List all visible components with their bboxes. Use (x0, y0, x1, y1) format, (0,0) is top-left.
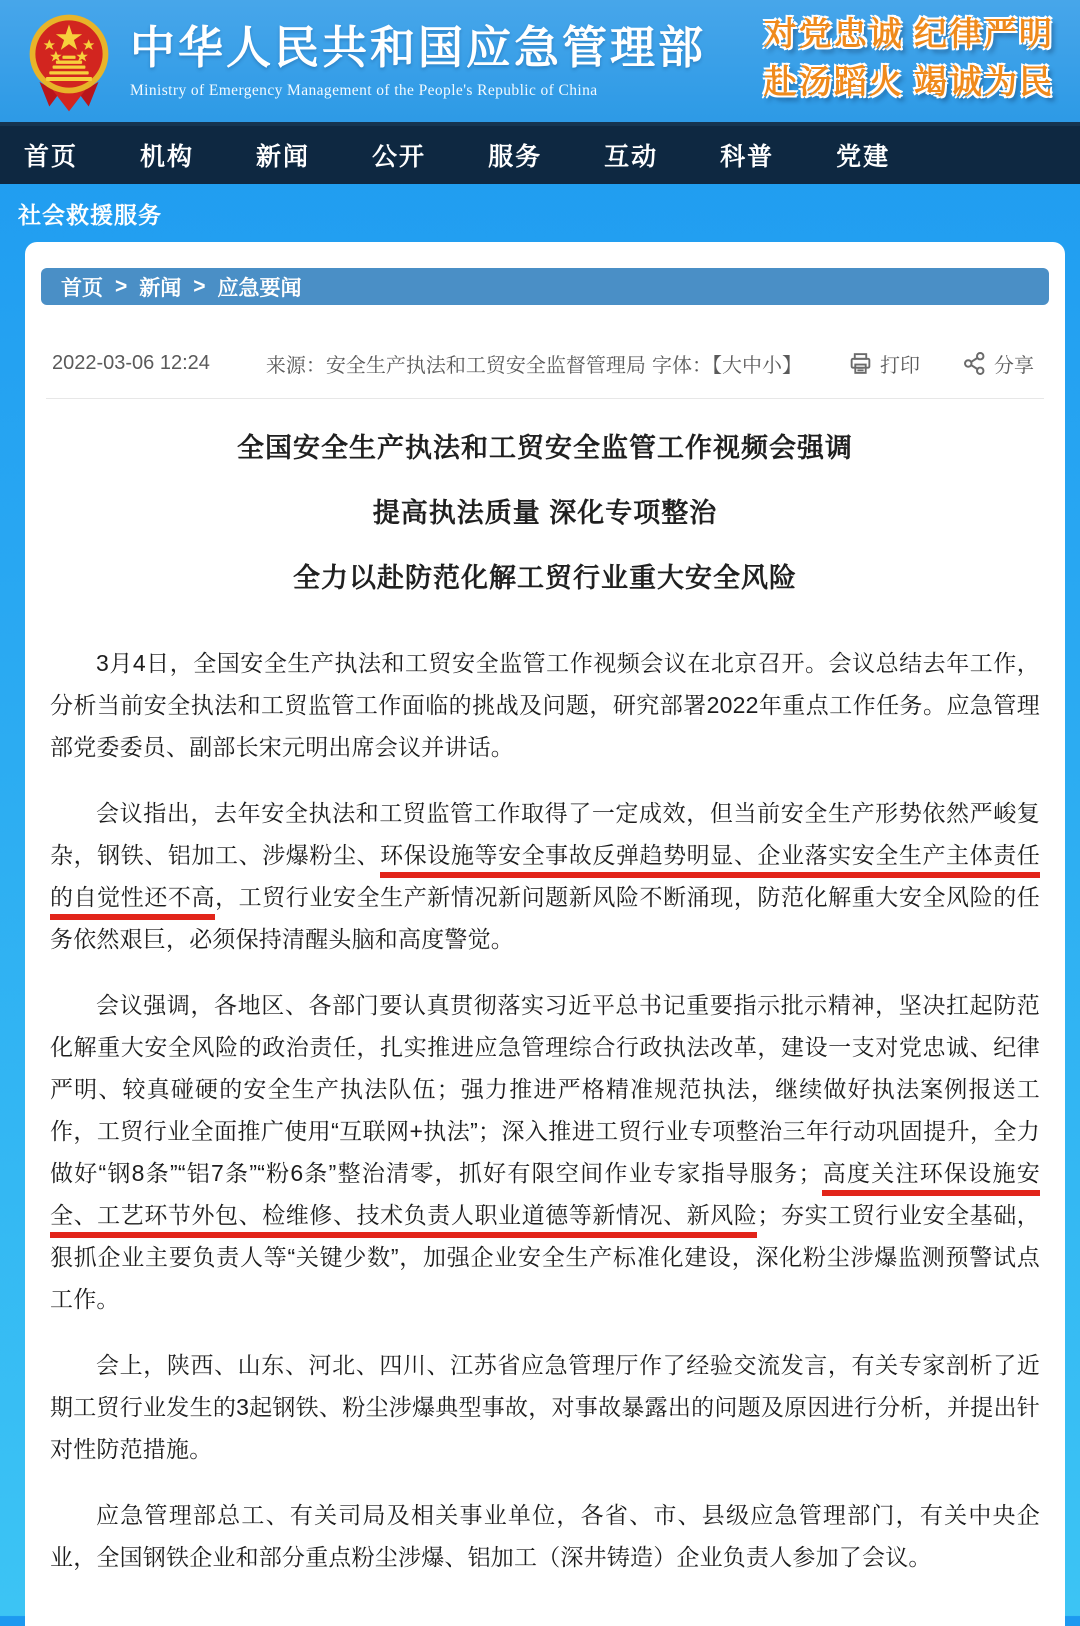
site-header (0, 0, 1080, 122)
share-label: 分享 (994, 355, 1034, 377)
nav-item-orgs[interactable]: 机构 (140, 143, 195, 171)
nav-item-news[interactable]: 新闻 (256, 143, 311, 171)
nav-item-party[interactable]: 党建 (836, 143, 891, 171)
content-card (25, 242, 1065, 1626)
paragraph-text: 会上，陕西、山东、河北、四川、江苏省应急管理厅作了经验交流发言，有关专家剖析了近期工贸行业发生的3起钢铁、粉尘涉爆典型事故，对事故暴露出的问题及原因进行分析，并提出针对性防范措施。 (50, 1352, 1040, 1463)
nav-item-interaction[interactable]: 互动 (604, 143, 659, 171)
paragraph-text: 会议指出，去年安全执法和工贸监管工作取得了一定成效，但当前安全生产形势依然严峻复杂，钢铁、铝加工、涉爆粉尘、 (50, 800, 1040, 869)
nav-item-disclosure[interactable]: 公开 (372, 143, 427, 171)
source-value: 安全生产执法和工贸安全监督管理局 (325, 355, 646, 377)
nav-item-services[interactable]: 服务 (488, 143, 543, 171)
print-label: 打印 (880, 355, 920, 377)
meta-divider (46, 398, 1044, 399)
article-paragraph (50, 1494, 1040, 1578)
article-title-line-2: 提高执法质量 深化专项整治 (372, 498, 718, 529)
breadcrumb-news[interactable]: 新闻 (139, 276, 182, 300)
nav-item-science[interactable]: 科普 (720, 143, 775, 171)
article-title-line-3: 全力以赴防范化解工贸行业重大安全风险 (293, 563, 797, 594)
national-emblem-logo (28, 11, 110, 115)
font-size-control (652, 349, 802, 378)
printer-icon (848, 351, 873, 376)
article-meta-row (50, 349, 1040, 378)
main-nav (0, 122, 1080, 184)
slogan-line-1: 对党忠诚 纪律严明 (763, 17, 1054, 53)
nav-item-home[interactable]: 首页 (24, 143, 79, 171)
article-paragraph (50, 984, 1040, 1320)
red-underlined-text: 高度关注环保设施安全、工艺环节外包、检维修、技术负责人职业道德等新情况、新风险 (50, 1160, 1040, 1238)
subnav-link-social-rescue[interactable]: 社会救援服务 (18, 202, 162, 228)
article-title-line-1: 全国安全生产执法和工贸安全监管工作视频会强调 (237, 433, 853, 463)
share-icon (962, 351, 987, 376)
breadcrumb-emergency-highlights[interactable]: 应急要闻 (217, 276, 302, 300)
slogan-line-2: 赴汤蹈火 竭诚为民 (763, 64, 1054, 101)
article-title (50, 431, 1040, 596)
source-label: 来源： (265, 355, 326, 377)
paragraph-text: 应急管理部总工、有关司局及相关事业单位，各省、市、县级应急管理部门，有关中央企业，全国钢铁企业和部分重点粉尘涉爆、铝加工（深井铸造）企业负责人参加了会议。 (50, 1502, 1040, 1571)
article-paragraph (50, 792, 1040, 960)
breadcrumb-home[interactable]: 首页 (61, 276, 103, 300)
paragraph-text: 会议强调，各地区、各部门要认真贯彻落实习近平总书记重要指示批示精神，坚决扛起防范化解重大安全风险的政治责任，扎实推进应急管理综合行政执法改革，建设一支对党忠诚、纪律严明、较真碰硬的安全生产执法队伍；强力推进严格精准规范执法，继续做好执法案例报送工作，工贸行业全面推广使用“互联网+执法”；深入推进工贸行业专项整治三年行动巩固提升，全力做好“钢8条”“铝7条”“粉6条”整治清零，抓好有限空间作业专家指导服务； (50, 992, 1040, 1187)
font-size-options[interactable]: 【大中小】 (712, 355, 802, 377)
article-source (266, 349, 646, 378)
breadcrumb-separator: > (115, 274, 128, 298)
site-subtitle: Ministry of Emergency Management of the People's Republic of China (130, 81, 598, 99)
breadcrumb-separator: > (193, 274, 206, 298)
article-body (50, 642, 1040, 1578)
header-slogans (764, 12, 1054, 108)
article-paragraph (50, 1344, 1040, 1470)
paragraph-text: ，工贸行业安全生产新情况新问题新风险不断涌现，防范化解重大安全风险的任务依然艰巨，必须保持清醒头脑和高度警觉。 (50, 884, 1040, 953)
red-underlined-text: 环保设施等安全事故反弹趋势明显、企业落实安全生产主体责任的自觉性还不高 (50, 842, 1040, 920)
article-paragraph (50, 642, 1040, 768)
paragraph-text: ；夯实工贸行业安全基础，狠抓企业主要负责人等“关键少数”，加强企业安全生产标准化建设，深化粉尘涉爆监测预警试点工作。 (50, 1202, 1041, 1313)
breadcrumb (41, 268, 1049, 305)
subnav-bar (0, 184, 1080, 242)
share-button[interactable] (962, 349, 1034, 378)
publish-datetime: 2022-03-06 12:24 (52, 352, 210, 374)
site-title: 中华人民共和国应急管理部 (130, 22, 707, 74)
print-button[interactable] (848, 349, 920, 378)
font-label: 字体： (652, 355, 712, 377)
paragraph-text: 3月4日，全国安全生产执法和工贸安全监管工作视频会议在北京召开。会议总结去年工作，分析当前安全执法和工贸监管工作面临的挑战及问题，研究部署2022年重点工作任务。应急管理部党委委员、副部长宋元明出席会议并讲话。 (50, 650, 1040, 761)
